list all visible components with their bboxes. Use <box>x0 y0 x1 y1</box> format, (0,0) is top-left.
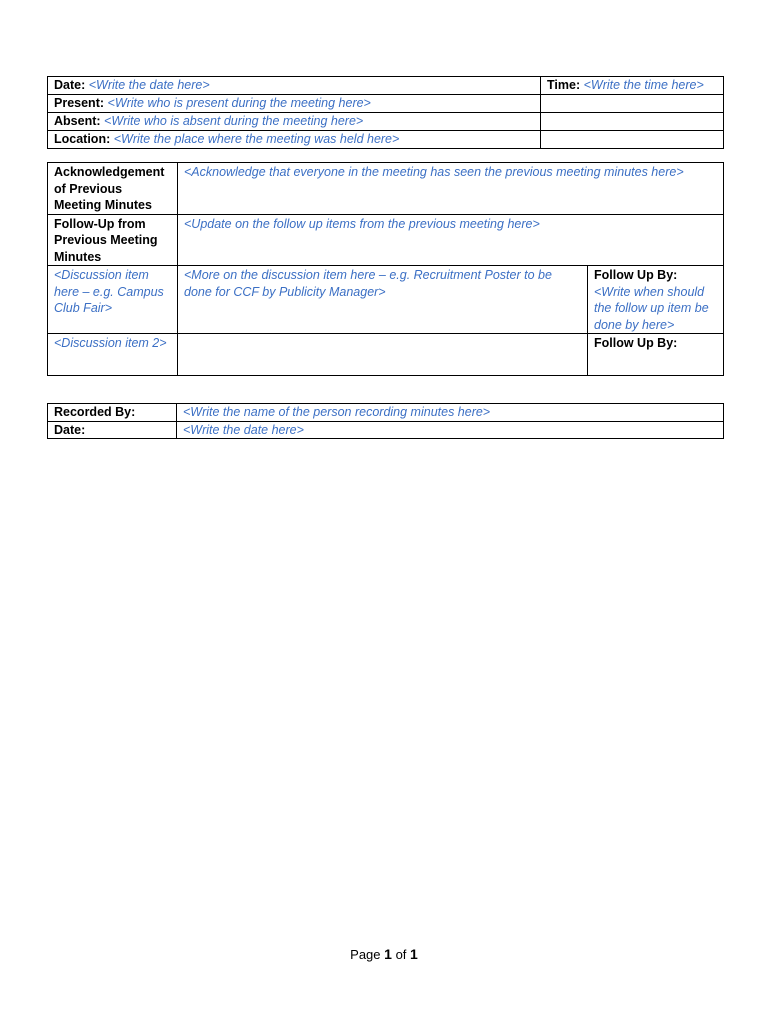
of-word: of <box>395 947 407 962</box>
discussion-item-2-follow-up-cell[interactable] <box>588 334 724 376</box>
record-date-placeholder[interactable]: <Write the date here> <box>177 421 724 439</box>
present-placeholder: <Write who is present during the meeting here> <box>107 96 371 110</box>
time-cell[interactable] <box>541 77 724 95</box>
location-cell[interactable] <box>48 131 541 149</box>
meeting-info-table <box>47 76 724 149</box>
absent-extra-cell[interactable] <box>541 113 724 131</box>
total-pages-number: 1 <box>410 946 418 962</box>
record-date-row <box>48 421 724 439</box>
absent-label: Absent: <box>54 114 101 128</box>
discussion-item-1-follow-up-cell[interactable] <box>588 266 724 334</box>
agenda-table <box>47 162 724 376</box>
discussion-item-2[interactable]: <Discussion item 2> <box>48 334 178 376</box>
discussion-item-1-details[interactable]: <More on the discussion item here – e.g. Recruitment Poster to be done for CCF by Publicity Manager> <box>178 266 588 334</box>
page-footer <box>0 946 768 962</box>
page-word: Page <box>350 947 381 962</box>
absent-row <box>48 113 724 131</box>
discussion-item-row <box>48 266 724 334</box>
absent-placeholder: <Write who is absent during the meeting here> <box>104 114 364 128</box>
location-row <box>48 131 724 149</box>
follow-up-previous-label: Follow-Up from Previous Meeting Minutes <box>48 214 178 266</box>
date-cell[interactable] <box>48 77 541 95</box>
recorded-by-table <box>47 403 724 439</box>
recorded-by-placeholder[interactable]: <Write the name of the person recording minutes here> <box>177 404 724 422</box>
present-extra-cell[interactable] <box>541 95 724 113</box>
time-label: Time: <box>547 78 581 92</box>
follow-up-previous-row <box>48 214 724 266</box>
follow-up-previous-placeholder[interactable]: <Update on the follow up items from the previous meeting here> <box>178 214 724 266</box>
record-date-label: Date: <box>48 421 177 439</box>
acknowledgement-placeholder[interactable]: <Acknowledge that everyone in the meeting has seen the previous meeting minutes here> <box>178 163 724 215</box>
present-cell[interactable] <box>48 95 541 113</box>
absent-cell[interactable] <box>48 113 541 131</box>
location-placeholder: <Write the place where the meeting was held here> <box>113 132 400 146</box>
discussion-item-row <box>48 334 724 376</box>
follow-up-by-placeholder: <Write when should the follow up item be done by here> <box>594 284 709 332</box>
date-placeholder: <Write the date here> <box>88 78 210 92</box>
time-placeholder: <Write the time here> <box>583 78 704 92</box>
recorded-by-row <box>48 404 724 422</box>
location-label: Location: <box>54 132 111 146</box>
follow-up-by-label: Follow Up By: <box>594 336 678 350</box>
follow-up-by-label: Follow Up By: <box>594 268 678 282</box>
acknowledgement-label: Acknowledgement of Previous Meeting Minutes <box>48 163 178 215</box>
current-page-number: 1 <box>384 946 392 962</box>
date-time-row <box>48 77 724 95</box>
recorded-by-label: Recorded By: <box>48 404 177 422</box>
present-row <box>48 95 724 113</box>
present-label: Present: <box>54 96 105 110</box>
date-label: Date: <box>54 78 86 92</box>
discussion-item-1[interactable]: <Discussion item here – e.g. Campus Club Fair> <box>48 266 178 334</box>
discussion-item-2-details[interactable] <box>178 334 588 376</box>
location-extra-cell[interactable] <box>541 131 724 149</box>
acknowledgement-row <box>48 163 724 215</box>
